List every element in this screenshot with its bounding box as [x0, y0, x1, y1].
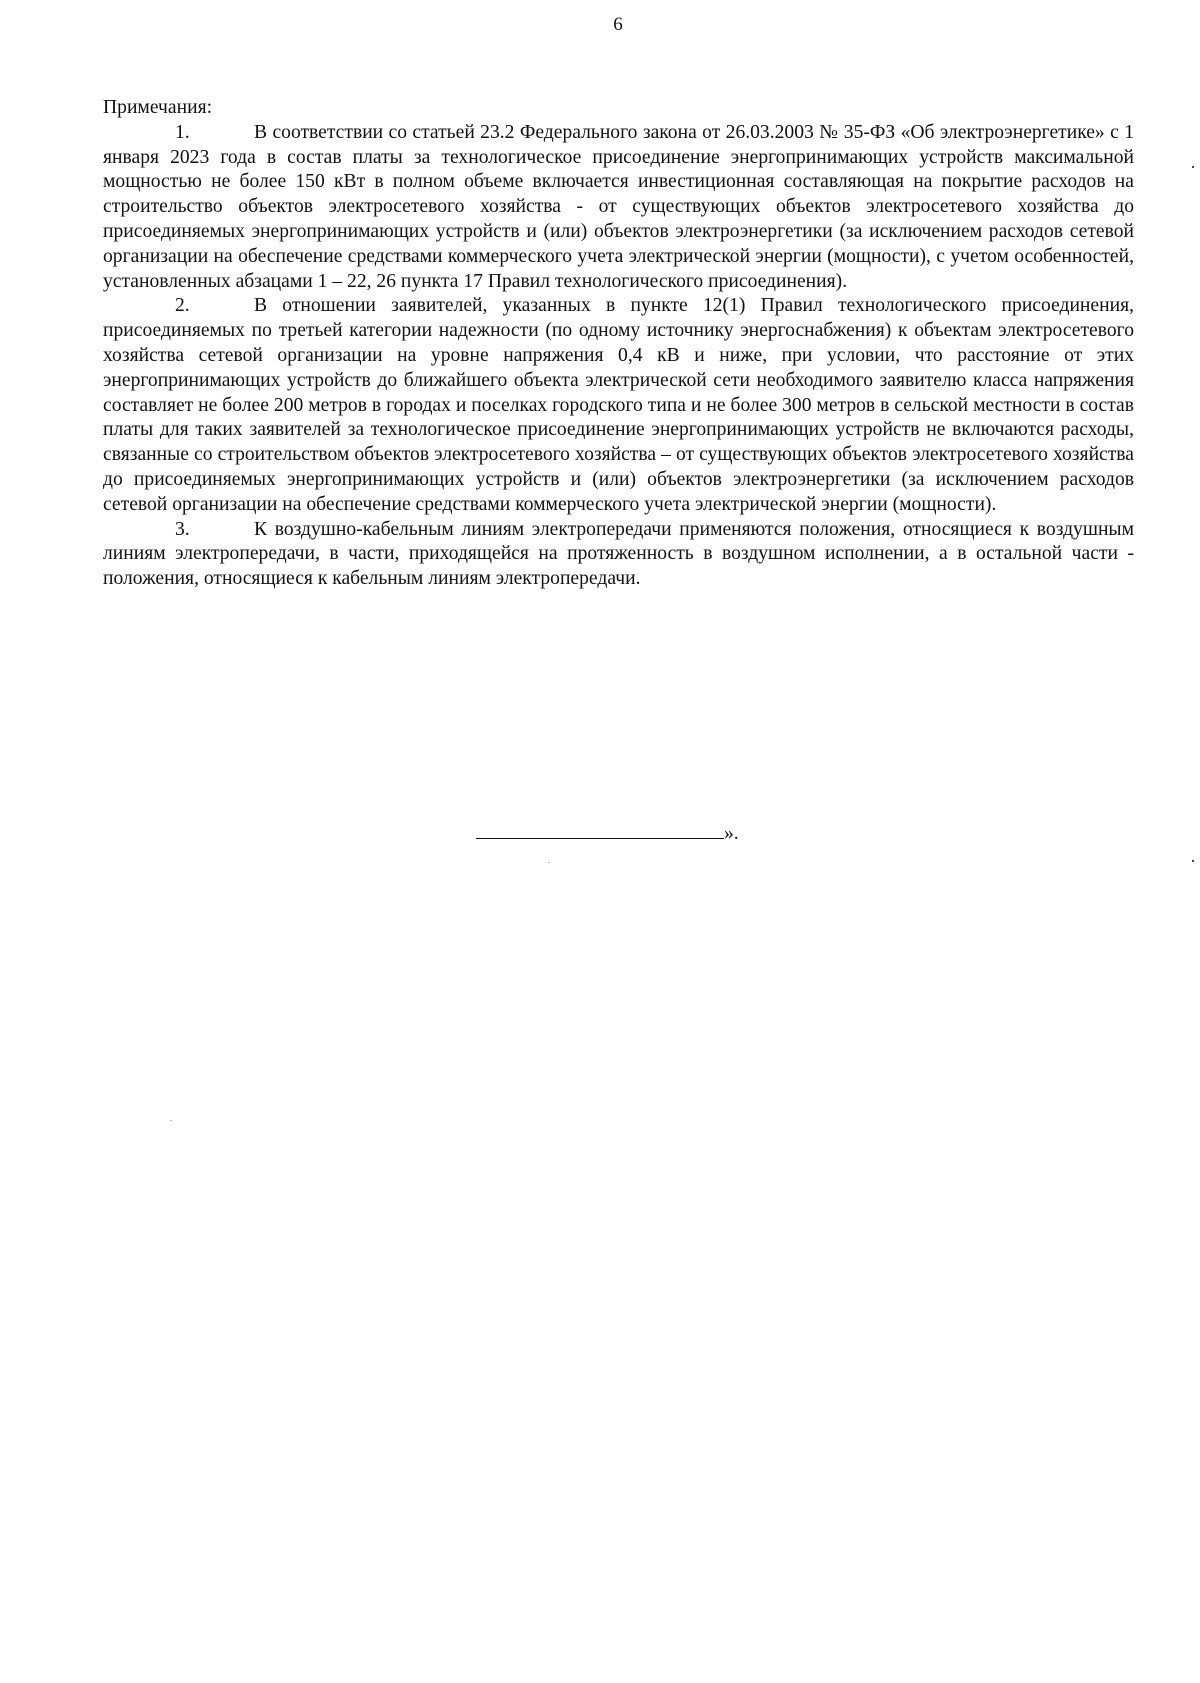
notes-section [103, 96, 1134, 592]
note-number: 1. [175, 121, 190, 143]
closing-mark [476, 818, 739, 845]
note-1 [103, 121, 1134, 295]
closing-quote: ». [724, 823, 739, 844]
scan-edge-mark [1192, 166, 1194, 168]
closing-underline [476, 818, 724, 839]
note-2 [103, 294, 1134, 517]
scan-speck [548, 862, 550, 863]
note-text: К воздушно-кабельным линиям электропередачи применяются положения, относящиеся к воздушным линиям электропередачи, в части, приходящейся на протяженность в воздушном исполнении, а в остальной части - положения, относящиеся к кабельным линиям электропередачи. [103, 518, 1134, 590]
note-text: В отношении заявителей, указанных в пункте 12(1) Правил технологического присоединения, присоединяемых по третьей категории надежности (по одному источнику энергоснабжения) к объектам электросетевого хозяйства сетевой организации на уровне напряжения 0,4 кВ и ниже, при условии, что расстояние от этих энергопринимающих устройств до ближайшего объекта электрической сети необходимого заявителю класса напряжения составляет не более 200 метров в городах и поселках городского типа и не более 300 метров в сельской местности в состав платы для таких заявителей за технологическое присоединение энергопринимающих устройств не включаются расходы, связанные со строительством объектов электросетевого хозяйства – от существующих объектов электросетевого хозяйства до присоединяемых энергопринимающих устройств и (или) объектов электроэнергетики (за исключением расходов сетевой организации на обеспечение средствами коммерческого учета электрической энергии (мощности). [103, 295, 1134, 515]
scan-edge-mark [1192, 860, 1194, 862]
note-number: 2. [175, 295, 190, 317]
note-text: В соответствии со статьей 23.2 Федерального закона от 26.03.2003 № 35-ФЗ «Об электроэнергетике» с 1 января 2023 года в состав платы за технологическое присоединение энергопринимающих устройств максимальной мощностью не более 150 кВт в полном объеме включается инвестиционная составляющая на покрытие расходов на строительство объектов электросетевого хозяйства - от существующих объектов электросетевого хозяйства до присоединяемых энергопринимающих устройств и (или) объектов электроэнергетики (за исключением расходов сетевой организации на обеспечение средствами коммерческого учета электрической энергии (мощности), с учетом особенностей, установленных абзацами 1 – 22, 26 пункта 17 Правил технологического присоединения). [103, 121, 1134, 292]
note-number: 3. [175, 518, 190, 540]
notes-heading: Примечания: [103, 97, 213, 118]
page-number: 6 [613, 14, 623, 35]
note-3 [103, 518, 1134, 592]
scan-speck [170, 1120, 172, 1121]
